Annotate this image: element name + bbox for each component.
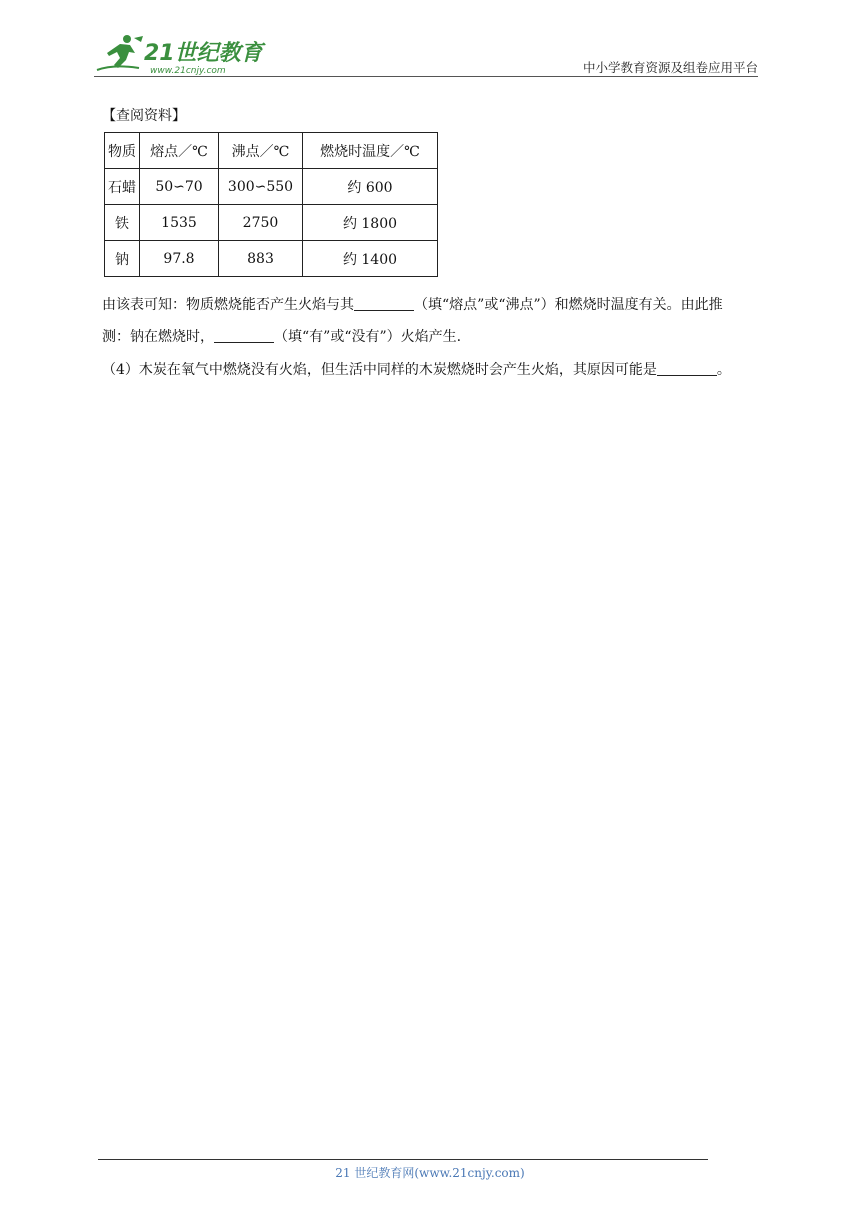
- table-cell: 97.8: [140, 241, 219, 277]
- table-row: [105, 169, 438, 205]
- answer-blank[interactable]: [657, 361, 717, 376]
- paragraph-text: （填“熔点”或“沸点”）和燃烧时温度有关。由此推: [414, 297, 723, 313]
- header-divider: [94, 76, 758, 77]
- table-cell: 约 1800: [303, 205, 438, 241]
- section-title: 【查阅资料】: [102, 108, 186, 124]
- paragraph-text: （填“有”或“没有”）火焰产生.: [274, 329, 462, 345]
- page-header: [94, 30, 758, 78]
- question-text: （4）木炭在氧气中燃烧没有火焰，但生活中同样的木炭燃烧时会产生火焰，其原因可能是: [102, 362, 657, 378]
- table-header-cell: 熔点／℃: [140, 133, 219, 169]
- table-cell: 1535: [140, 205, 219, 241]
- table-header-cell: 沸点／℃: [219, 133, 303, 169]
- table-cell: 883: [219, 241, 303, 277]
- table-row: [105, 241, 438, 277]
- runner-icon: [97, 35, 143, 70]
- logo-text: 21世纪教育: [144, 41, 263, 66]
- footer-divider: [98, 1159, 708, 1160]
- table-cell: 约 1400: [303, 241, 438, 277]
- table-header-cell: 物质: [105, 133, 140, 169]
- table-cell: 2750: [219, 205, 303, 241]
- question-4: [102, 359, 731, 379]
- site-logo: [94, 30, 269, 76]
- table-cell: 石蜡: [105, 169, 140, 205]
- footer-link[interactable]: 21 世纪教育网(www.21cnjy.com): [335, 1166, 525, 1180]
- table-cell: 钠: [105, 241, 140, 277]
- table-cell: 50∽70: [140, 169, 219, 205]
- answer-blank[interactable]: [354, 296, 414, 311]
- logo-url: www.21cnjy.com: [150, 66, 226, 76]
- data-table: [104, 132, 438, 277]
- paragraph-sodium: [102, 326, 461, 346]
- table-header-row: [105, 133, 438, 169]
- table-cell: 300∽550: [219, 169, 303, 205]
- answer-blank[interactable]: [214, 328, 274, 343]
- paragraph-text: 测：钠在燃烧时，: [102, 329, 214, 345]
- paragraph-conclusion: [102, 294, 723, 314]
- header-platform-text: 中小学教育资源及组卷应用平台: [582, 60, 758, 75]
- table-cell: 约 600: [303, 169, 438, 205]
- table-cell: 铁: [105, 205, 140, 241]
- table-row: [105, 205, 438, 241]
- question-text: 。: [716, 362, 731, 378]
- table-header-cell: 燃烧时温度／℃: [303, 133, 438, 169]
- paragraph-text: 由该表可知：物质燃烧能否产生火焰与其: [102, 297, 354, 313]
